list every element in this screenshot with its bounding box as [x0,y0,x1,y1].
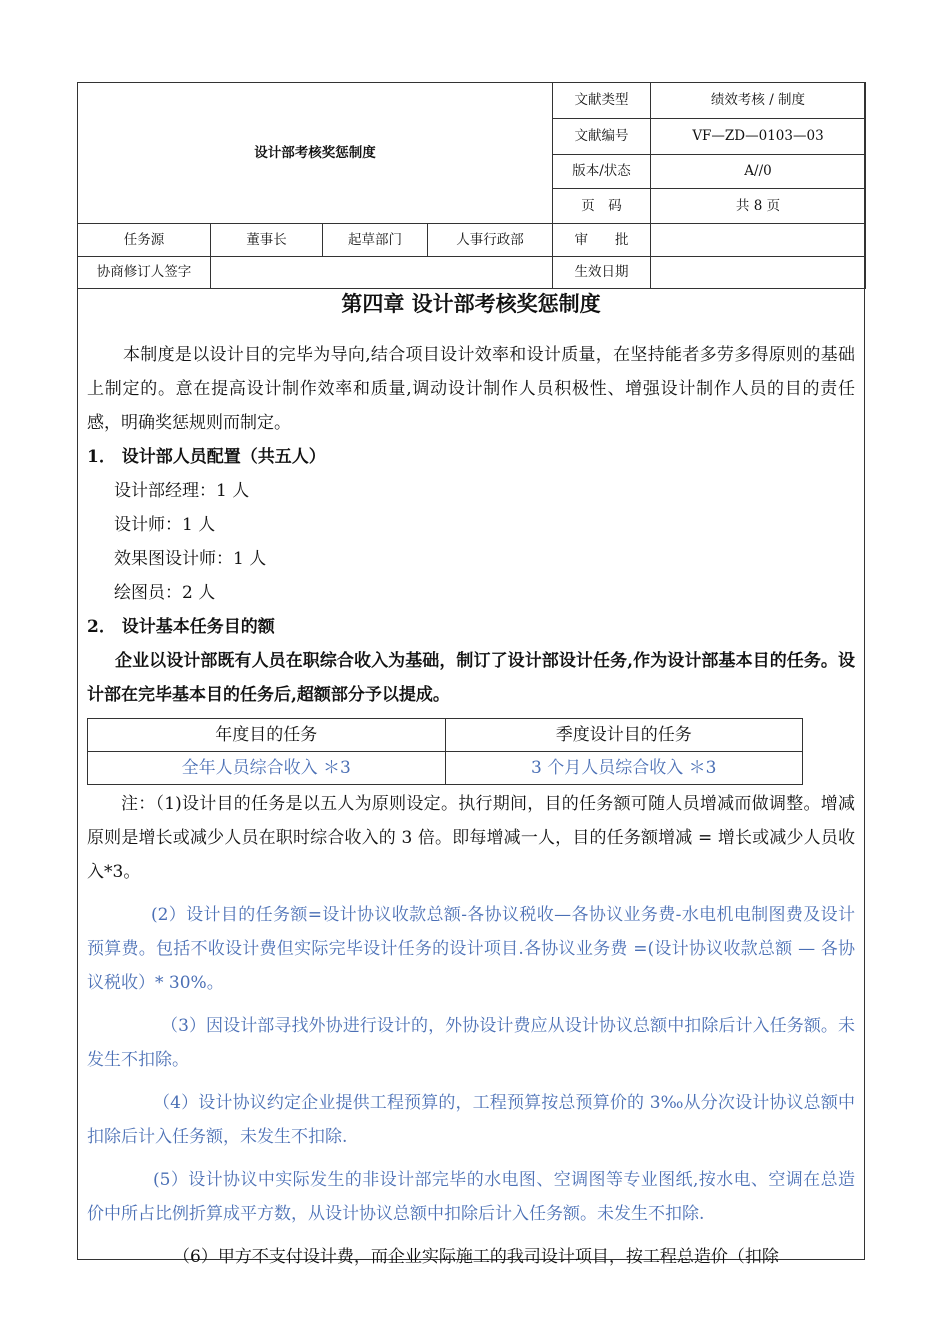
doc-type-label: 文献类型 [553,83,651,119]
note-2: (2）设计目的任务额=设计协议收款总额-各协议税收—各协议业务费-水电机电制图费及设计预算费。包括不收设计费但实际完毕设计任务的设计项目.各协议业务费 =(设计协议收款总额 — 各协议税收）* 30%。 [87,905,855,993]
staff-item-designer: 设计师：1 人 [114,515,216,535]
staff-item-draftsman: 绘图员：2 人 [114,583,216,603]
effective-value [651,257,866,289]
section2-heading: 2． 设计基本任务目的额 [87,617,275,637]
note-1: 注：（1)设计目的任务是以五人为原则设定。执行期间，目的任务额可随人员增减而做调整。增减原则是增长或减少人员在职时综合收入的 3 倍。即每增减一人，目的任务额增减 = 增长或减少人员收入*3。 [87,794,855,882]
draft-dept-label: 起草部门 [323,224,428,257]
staff-item-manager: 设计部经理：1 人 [114,481,250,501]
document-body [87,338,855,1274]
target-value-quarterly: 3 个月人员综合收入 ＊3 [445,752,803,785]
version-label: 版本/状态 [553,155,651,189]
doc-title: 设计部考核奖惩制度 [78,83,553,224]
section1-heading: 1． 设计部人员配置（共五人） [87,447,326,467]
effective-label: 生效日期 [553,257,651,289]
note-3: （3）因设计部寻找外协进行设计的，外协设计费应从设计协议总额中扣除后计入任务额。未发生不扣除。 [87,1016,855,1070]
note-5: (5）设计协议中实际发生的非设计部完毕的水电图、空调图等专业图纸,按水电、空调在总造价中所占比例折算成平方数，从设计协议总额中扣除后计入任务额。未发生不扣除. [87,1170,855,1224]
approve-label: 审 批 [553,224,651,257]
pages-label: 页 码 [553,189,651,224]
document-header-table [77,82,866,289]
doc-no-value: VF—ZD—0103—03 [651,119,866,155]
sign-value [211,257,553,289]
target-header-quarterly: 季度设计目的任务 [445,719,803,752]
target-header-annual: 年度目的任务 [88,719,446,752]
intro-paragraph: 本制度是以设计目的完毕为导向,结合项目设计效率和设计质量，在坚持能者多劳多得原则的基础上制定的。意在提高设计制作效率和质量,调动设计制作人员积极性、增强设计制作人员的目的责任感，明确奖惩规则而制定。 [87,345,855,433]
task-source-value: 董事长 [211,224,323,257]
doc-no-label: 文献编号 [553,119,651,155]
pages-value: 共 8 页 [651,189,866,224]
chapter-title: 第四章 设计部考核奖惩制度 [341,291,601,316]
task-source-label: 任务源 [78,224,211,257]
note-6: （6）甲方不支付设计费，而企业实际施工的我司设计项目，按工程总造价（扣除 [173,1247,779,1267]
sign-label: 协商修订人签字 [78,257,211,289]
version-value: A//0 [651,155,866,189]
section2-bold-paragraph: 企业以设计部既有人员在职综合收入为基础，制订了设计部设计任务,作为设计部基本目的任务。设计部在完毕基本目的任务后,超额部分予以提成。 [87,651,855,705]
draft-dept-value: 人事行政部 [428,224,553,257]
target-table [87,718,803,785]
staff-item-render-designer: 效果图设计师：1 人 [114,549,267,569]
approve-value [651,224,866,257]
note-4: （4）设计协议约定企业提供工程预算的，工程预算按总预算价的 3‰从分次设计协议总额中扣除后计入任务额，未发生不扣除. [87,1093,855,1147]
target-value-annual: 全年人员综合收入 ＊3 [88,752,446,785]
doc-type-value: 绩效考核 / 制度 [651,83,866,119]
